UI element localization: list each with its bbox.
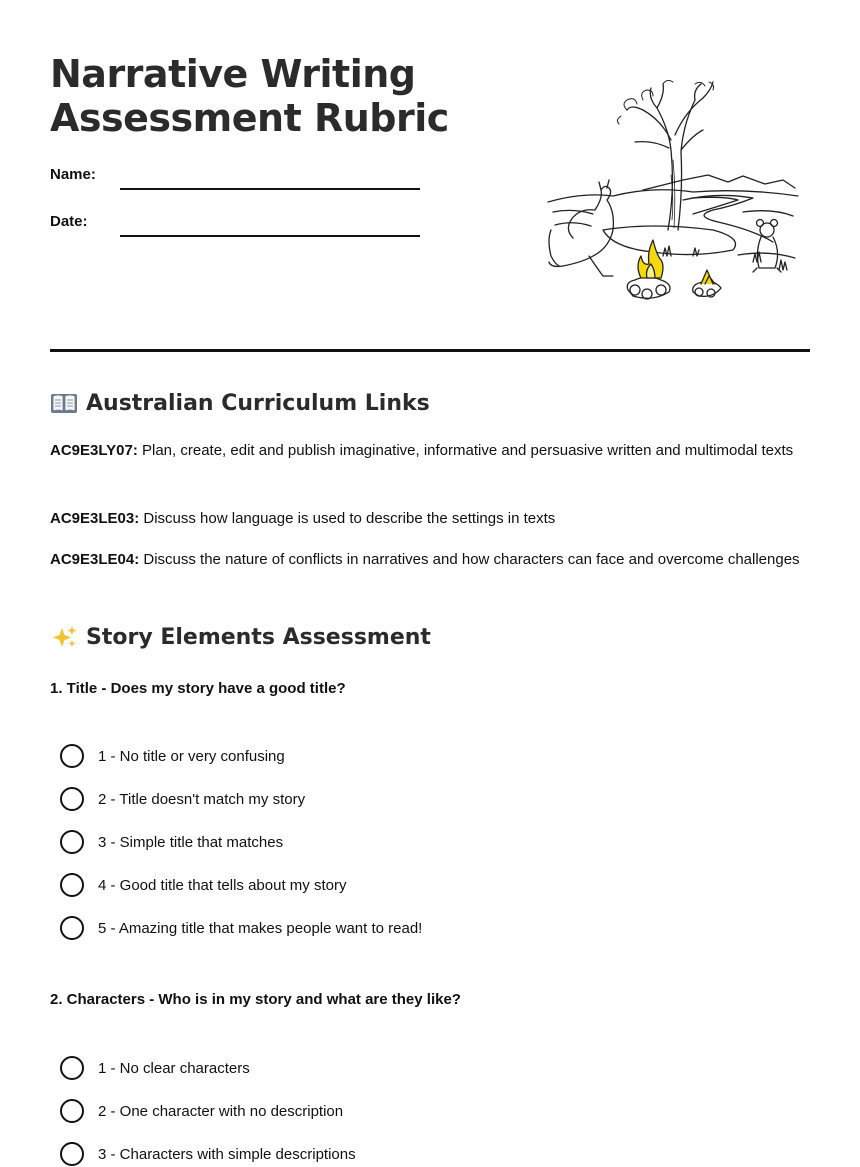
option-label: 5 - Amazing title that makes people want to read! xyxy=(98,919,423,937)
question-title: 1. Title - Does my story have a good title? xyxy=(50,680,346,697)
page-title: Narrative Writing Assessment Rubric xyxy=(50,52,449,140)
radio-button[interactable] xyxy=(60,873,84,897)
option-label: 4 - Good title that tells about my story xyxy=(98,876,347,894)
characters-option-3[interactable] xyxy=(60,1141,356,1167)
outcome-code: AC9E3LE03: xyxy=(50,510,140,527)
title-option-5[interactable] xyxy=(60,915,422,941)
outcome-text: Discuss how language is used to describe the settings in texts xyxy=(143,510,556,527)
outcome-text: Discuss the nature of conflicts in narratives and how characters can face and overcome challenges xyxy=(143,551,800,568)
outcome-code: AC9E3LE04: xyxy=(50,551,140,568)
name-input-line[interactable] xyxy=(120,188,420,190)
characters-option-1[interactable] xyxy=(60,1055,250,1081)
curriculum-outcome xyxy=(50,438,810,464)
option-label: 3 - Simple title that matches xyxy=(98,833,284,851)
radio-button[interactable] xyxy=(60,830,84,854)
option-label: 3 - Characters with simple descriptions xyxy=(98,1145,356,1163)
curriculum-heading xyxy=(50,390,430,416)
outcome-text: Plan, create, edit and publish imaginative, informative and persuasive written and multimodal texts xyxy=(142,442,794,459)
radio-button[interactable] xyxy=(60,1099,84,1123)
title-option-2[interactable] xyxy=(60,786,305,812)
radio-button[interactable] xyxy=(60,916,84,940)
option-label: 2 - One character with no description xyxy=(98,1102,344,1120)
radio-button[interactable] xyxy=(60,1056,84,1080)
radio-button[interactable] xyxy=(60,1142,84,1166)
title-option-3[interactable] xyxy=(60,829,283,855)
curriculum-heading-text: Australian Curriculum Links xyxy=(86,390,430,416)
option-label: 2 - Title doesn't match my story xyxy=(98,790,306,808)
radio-button[interactable] xyxy=(60,744,84,768)
page-header xyxy=(50,0,810,352)
header-divider xyxy=(50,349,810,352)
title-option-1[interactable] xyxy=(60,743,285,769)
name-field xyxy=(50,162,420,192)
name-label: Name: xyxy=(50,166,96,183)
bushland-illustration xyxy=(543,80,803,310)
option-label: 1 - No title or very confusing xyxy=(98,747,285,765)
outcome-code: AC9E3LY07: xyxy=(50,442,138,459)
date-input-line[interactable] xyxy=(120,235,420,237)
curriculum-outcome xyxy=(50,547,810,573)
option-label: 1 - No clear characters xyxy=(98,1059,250,1077)
title-option-4[interactable] xyxy=(60,872,346,898)
question-characters: 2. Characters - Who is in my story and what are they like? xyxy=(50,991,461,1008)
characters-option-2[interactable] xyxy=(60,1098,343,1124)
story-elements-heading-text: Story Elements Assessment xyxy=(86,624,431,650)
open-book-icon xyxy=(50,390,78,416)
curriculum-outcome xyxy=(50,506,810,532)
story-elements-heading xyxy=(50,624,431,650)
radio-button[interactable] xyxy=(60,787,84,811)
date-label: Date: xyxy=(50,213,88,230)
date-field xyxy=(50,209,420,239)
sparkles-icon xyxy=(50,624,78,650)
